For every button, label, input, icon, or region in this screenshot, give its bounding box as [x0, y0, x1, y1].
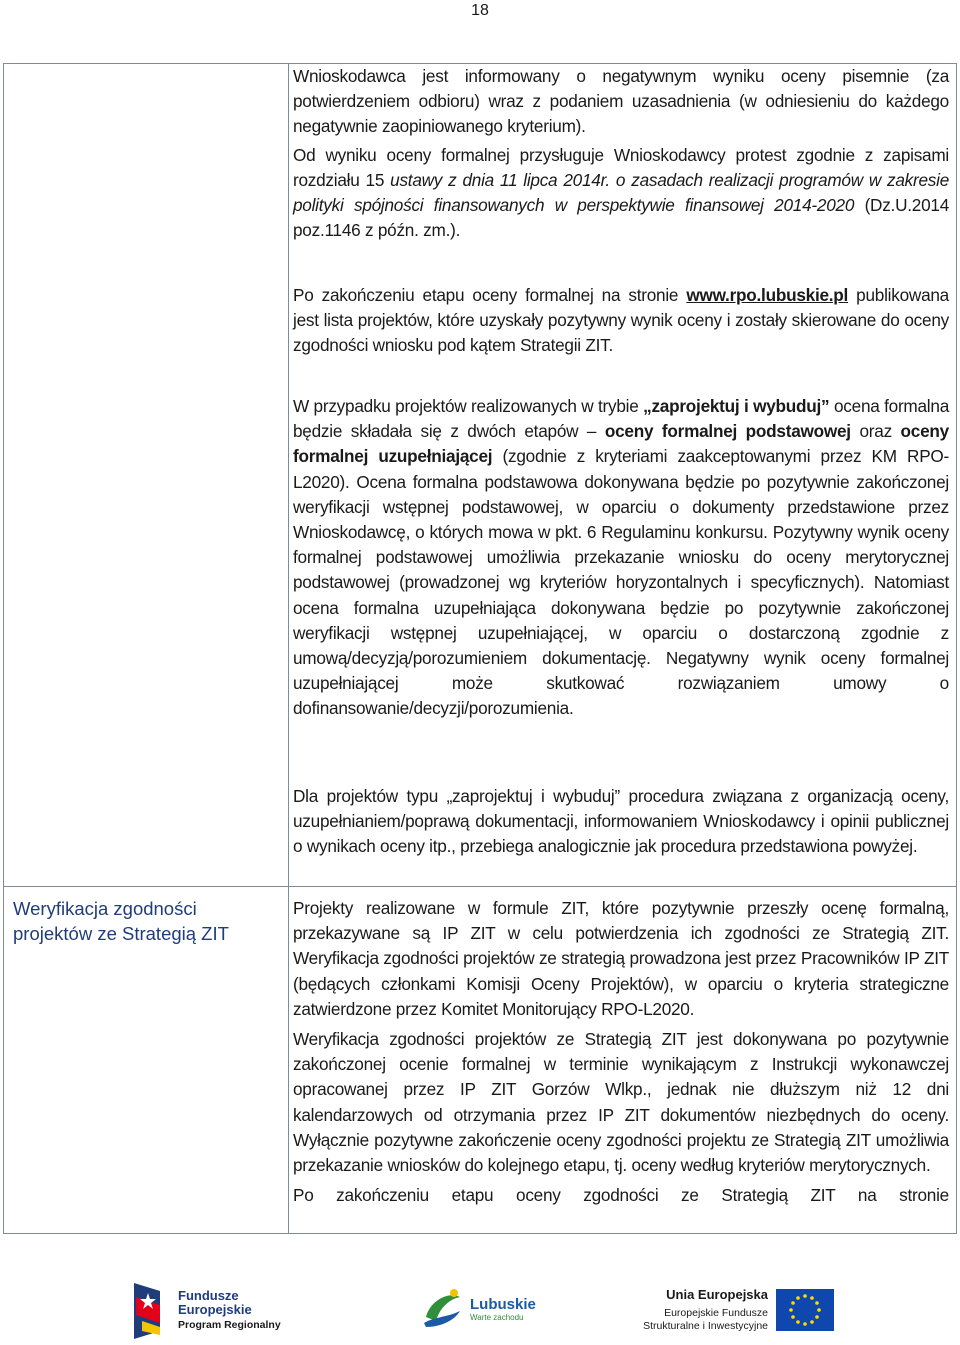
row-label-zit-verification: Weryfikacja zgodności projektów ze Strategią ZIT [13, 898, 229, 944]
paragraph-zit-deadline: Weryfikacja zgodności projektów ze Strategią ZIT jest dokonywana po pozytywnie zakończonej ocenie formalnej w terminie wynikającym z Instrukcji wykonawczej opracowanej przez IP ZIT Gorzów Wlkp., jednak nie dłuższym niż 12 dni kalendarzowych od otrzymania przez IP ZIT dokumentów niezbędnych do oceny. Wyłącznie pozytywne zakończenie oceny zgodności projektu ze Strategią ZIT umożliwia przekazanie wniosków do kolejnego etapu, tj. oceny według kryteriów merytorycznych. [293, 1029, 949, 1176]
design-and-build-procedure [293, 784, 949, 860]
row-divider [4, 886, 956, 887]
ue-line1: Unia Europejska [666, 1287, 768, 1302]
page-number: 18 [471, 2, 489, 19]
lubuskie-tagline: Warte zachodu [470, 1313, 524, 1322]
paragraph-zit-transfer: Projekty realizowane w formule ZIT, które pozytywnie przeszły ocenę formalną, przekazywane są IP ZIT w celu potwierdzenia ich zgodności ze Strategią ZIT. Weryfikacja zgodności projektów ze strategią prowadzona jest przez Pracowników IP ZIT (będących członkami Komisji Oceny Projektów), w oparciu o kryteria strategiczne zatwierdzone przez Komitet Monitorujący RPO-L2020. [293, 898, 949, 1019]
paragraph-design-build: W przypadku projektów realizowanych w trybie „zaprojektuj i wybuduj” ocena formalna będzie składała się z dwóch etapów – oceny formalnej podstawowej oraz oceny formalnej uzupełniającej (zgodnie z kryteriami zaakceptowanymi przez KM RPO-L2020). Ocena formalna podstawowa dokonywana będzie po pozytywnie zakończonej weryfikacji wstępnej podstawowej, w oparciu o dokumenty przedstawione przez Wnioskodawcę, o których mowa w pkt. 6 Regulaminu konkursu. Pozytywny wynik oceny formalnej podstawowej umożliwia przekazanie wniosku do oceny merytorycznej podstawowej (prowadzonej wg kryteriów horyzontalnych i specyficznych). Natomiast ocena formalna uzupełniająca dokonywana będzie po pozytywnie zakończonej weryfikacji wstępnej uzupełniającej, w oparciu o dostarczoną zgodnie z umową/decyzją/porozumieniem dokumentację. Negatywny wynik oceny formalnej uzupełniającej może skutkować rozwiązaniem umowy o dofinansowanie/decyzji/porozumienia. [293, 396, 950, 719]
fe-line2: Europejskie [178, 1302, 252, 1317]
design-and-build-info [293, 394, 949, 722]
paragraph-analogous-procedure: Dla projektów typu „zaprojektuj i wybuduj” procedura związana z organizacją oceny, uzupełnianiem/poprawą dokumentacji, informowaniem Wnioskodawcy i opinii publicznej o wynikach oceny itp., przebiega analogicznie jak procedura przedstawiona powyżej. [293, 786, 949, 857]
fe-line1: Fundusze [178, 1288, 239, 1303]
fundusze-europejskie-logo [134, 1281, 294, 1341]
ue-line3: Strukturalne i Inwestycyjne [643, 1320, 768, 1332]
paragraph-notification: Wnioskodawca jest informowany o negatywnym wyniku oceny pisemnie (za potwierdzeniem odbioru) wraz z podaniem uzasadnienia (w odniesieniu do każdego negatywnie zaopiniowanego kryterium). [293, 66, 949, 137]
unia-europejska-logo [636, 1283, 836, 1339]
footer-logos [0, 1275, 960, 1345]
negative-result-info [293, 64, 949, 243]
ue-line2: Europejskie Fundusze [664, 1307, 768, 1319]
fe-star-icon [134, 1283, 170, 1339]
rpo-website-link[interactable]: www.rpo.lubuskie.pl [686, 285, 849, 305]
lubuskie-logo [420, 1287, 550, 1337]
fe-line3: Program Regionalny [178, 1319, 281, 1331]
paragraph-publication: Po zakończeniu etapu oceny formalnej na stronie www.rpo.lubuskie.pl publikowana jest lista projektów, które uzyskały pozytywny wynik oceny i zostały skierowane do oceny zgodności wniosku pod kątem Strategii ZIT. [293, 285, 949, 356]
lubuskie-emblem-icon [420, 1287, 464, 1331]
column-divider [288, 64, 289, 1233]
paragraph-protest: Od wyniku oceny formalnej przysługuje Wnioskodawcy protest zgodnie z zapisami rozdziału 15 ustawy z dnia 11 lipca 2014r. o zasadach realizacji programów w zakresie polityki spójności finansowanych w perspektywie finansowej 2014-2020 (Dz.U.2014 poz.1146 z późn. zm.). [293, 144, 950, 241]
eu-flag-icon [776, 1289, 834, 1331]
act-title: ustawy z dnia 11 lipca 2014r. o zasadach realizacji programów w zakresie polityki spójności finansowanych w perspektywie finansowej 2014-2020 [293, 169, 950, 216]
zit-verification-content [293, 896, 949, 1208]
lubuskie-name: Lubuskie [470, 1296, 536, 1313]
paragraph-zit-after: Po zakończeniu etapu oceny zgodności ze Strategią ZIT na stronie [293, 1185, 949, 1206]
list-publication-info [293, 283, 949, 359]
